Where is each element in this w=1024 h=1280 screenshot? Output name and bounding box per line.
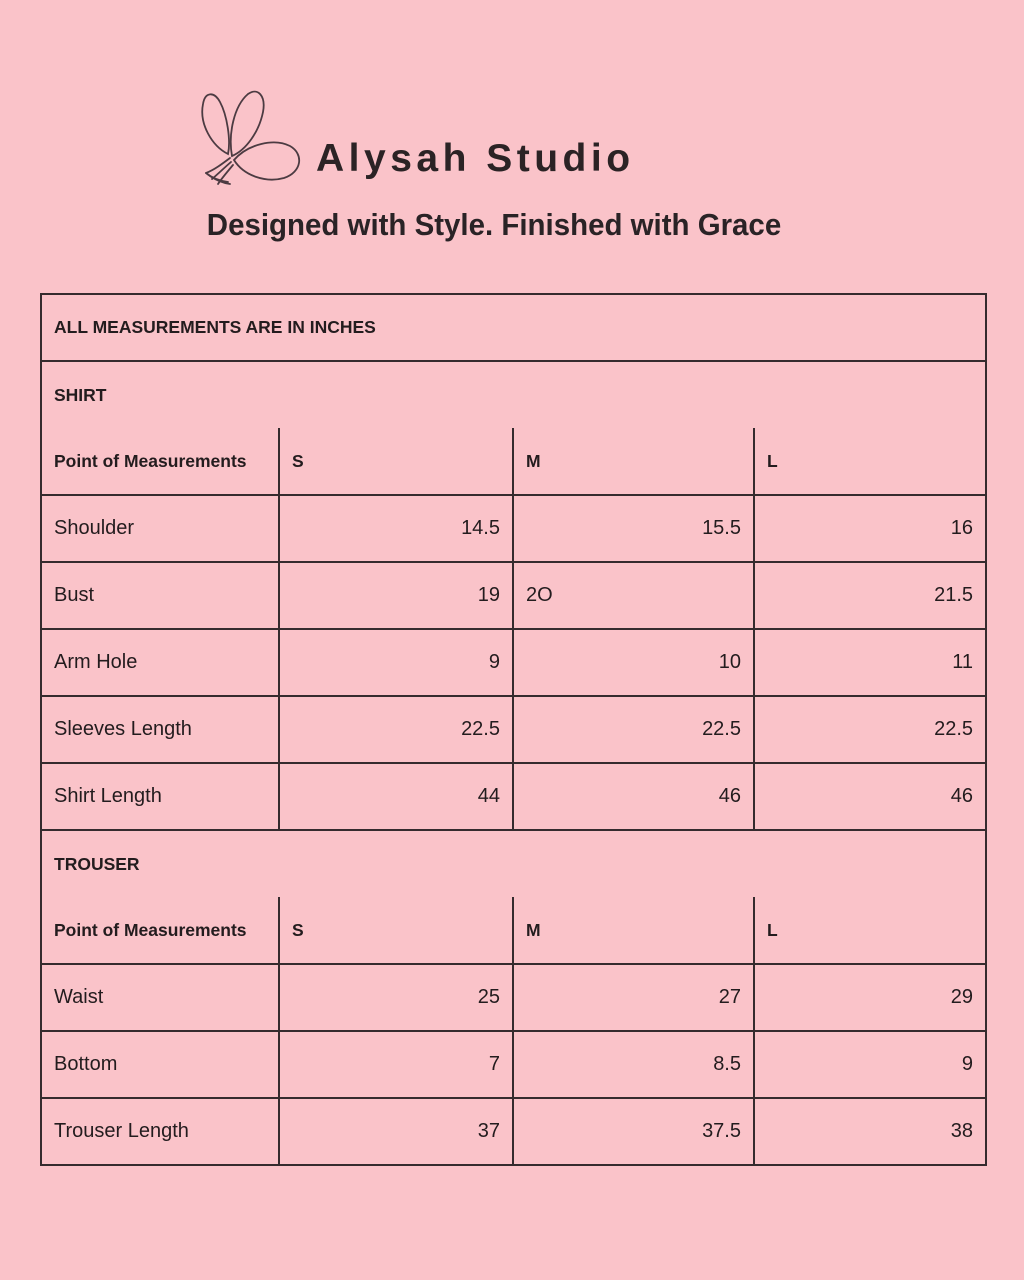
measurement-label: Waist — [41, 964, 279, 1031]
value-m: 37.5 — [513, 1098, 754, 1165]
value-s: 7 — [279, 1031, 513, 1098]
brand-header — [0, 0, 1024, 293]
value-l: 29 — [754, 964, 986, 1031]
value-m: 2O — [513, 562, 754, 629]
measurement-label: Bust — [41, 562, 279, 629]
table-row-sleeves-length — [41, 696, 986, 763]
column-header-l: L — [754, 428, 986, 495]
shirt-header-row — [41, 428, 986, 495]
section-row-trouser — [41, 830, 986, 897]
table-row-shirt-length — [41, 763, 986, 830]
measurement-label: Sleeves Length — [41, 696, 279, 763]
column-header-m: M — [513, 428, 754, 495]
value-s: 19 — [279, 562, 513, 629]
brand-name: Alysah Studio — [316, 137, 635, 180]
value-l: 38 — [754, 1098, 986, 1165]
measurement-label: Shoulder — [41, 495, 279, 562]
table-row-bottom — [41, 1031, 986, 1098]
table-row-waist — [41, 964, 986, 1031]
value-l: 16 — [754, 495, 986, 562]
value-s: 25 — [279, 964, 513, 1031]
value-l: 46 — [754, 763, 986, 830]
value-l: 21.5 — [754, 562, 986, 629]
measurement-label: Trouser Length — [41, 1098, 279, 1165]
value-s: 44 — [279, 763, 513, 830]
value-l: 9 — [754, 1031, 986, 1098]
brand-tagline: Designed with Style. Finished with Grace — [206, 207, 782, 242]
trouser-header-row — [41, 897, 986, 964]
value-s: 22.5 — [279, 696, 513, 763]
value-s: 14.5 — [279, 495, 513, 562]
value-m: 10 — [513, 629, 754, 696]
value-m: 22.5 — [513, 696, 754, 763]
section-title-trouser: TROUSER — [41, 830, 986, 897]
column-header-m: M — [513, 897, 754, 964]
column-header-s: S — [279, 897, 513, 964]
table-row-arm-hole — [41, 629, 986, 696]
value-m: 27 — [513, 964, 754, 1031]
size-chart-table — [40, 293, 987, 1166]
section-title-shirt: SHIRT — [41, 361, 986, 428]
section-row-shirt — [41, 361, 986, 428]
value-s: 9 — [279, 629, 513, 696]
table-row-trouser-length — [41, 1098, 986, 1165]
column-header-s: S — [279, 428, 513, 495]
value-m: 15.5 — [513, 495, 754, 562]
butterfly-logo-icon — [170, 84, 330, 194]
measurement-label: Arm Hole — [41, 629, 279, 696]
column-header-point-of-measurements: Point of Measurements — [41, 428, 279, 495]
value-l: 11 — [754, 629, 986, 696]
table-row-bust — [41, 562, 986, 629]
value-m: 8.5 — [513, 1031, 754, 1098]
measurements-note: ALL MEASUREMENTS ARE IN INCHES — [41, 294, 986, 361]
value-s: 37 — [279, 1098, 513, 1165]
column-header-l: L — [754, 897, 986, 964]
column-header-point-of-measurements: Point of Measurements — [41, 897, 279, 964]
measurement-label: Bottom — [41, 1031, 279, 1098]
measurement-label: Shirt Length — [41, 763, 279, 830]
note-row — [41, 294, 986, 361]
value-l: 22.5 — [754, 696, 986, 763]
value-m: 46 — [513, 763, 754, 830]
table-row-shoulder — [41, 495, 986, 562]
